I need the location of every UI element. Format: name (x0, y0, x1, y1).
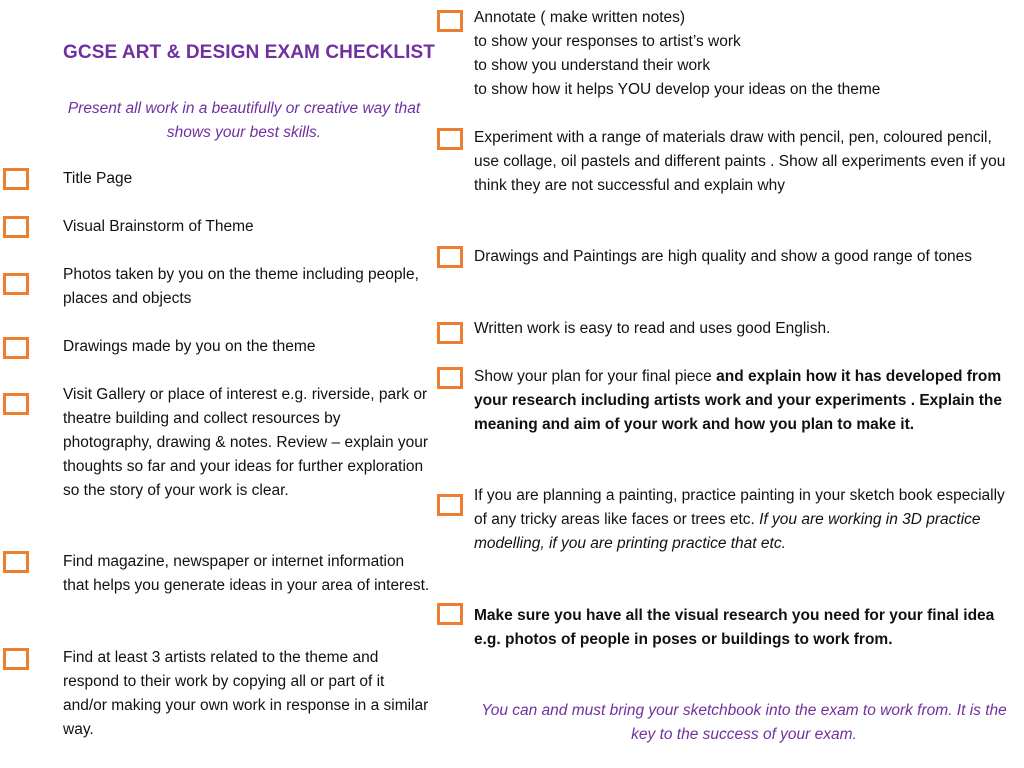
checkbox-title-page[interactable] (3, 168, 29, 190)
footer-note: You can and must bring your sketchbook into the exam to work from. It is the key to the success of your exam. (481, 702, 1007, 743)
right-item-practice-painting (474, 484, 1014, 556)
checkbox-practice-painting[interactable] (437, 494, 463, 516)
left-item-photos: Photos taken by you on the theme including people, places and objects (63, 266, 419, 307)
left-item-find-artists: Find at least 3 artists related to the theme and respond to their work by copying all or part of it and/or making your own work in response in a similar way. (63, 649, 429, 738)
checkbox-drawings[interactable] (3, 337, 29, 359)
checkbox-experiment[interactable] (437, 128, 463, 150)
left-item-find-magazine: Find magazine, newspaper or internet information that helps you generate ideas in your area of interest. (63, 553, 430, 594)
practice-painting-italic-text: If you are working in 3D practice modelling, if you are printing practice that etc. (474, 511, 981, 552)
right-item-annotate (474, 6, 1014, 102)
checkbox-drawings-paintings[interactable] (437, 246, 463, 268)
right-item-visual-research: Make sure you have all the visual research you need for your final idea e.g. photos of people in poses or buildings to work from. (474, 607, 995, 648)
left-item-visit-gallery: Visit Gallery or place of interest e.g. riverside, park or theatre building and collect resources by photography, drawing & notes. Review – explain your thoughts so far and your ideas for further exploration so the story of your work is clear. (63, 386, 429, 499)
annotate-line-4: to show how it helps YOU develop your ideas on the theme (474, 81, 881, 98)
checkbox-written-work[interactable] (437, 322, 463, 344)
page-title: GCSE ART & DESIGN EXAM CHECKLIST (63, 42, 435, 63)
page-subtitle: Present all work in a beautifully or creative way that shows your best skills. (67, 100, 421, 141)
checkbox-final-plan[interactable] (437, 367, 463, 389)
left-item-visual-brainstorm: Visual Brainstorm of Theme (63, 218, 254, 235)
annotate-line-1: Annotate ( make written notes) (474, 9, 686, 26)
checkbox-find-artists[interactable] (3, 648, 29, 670)
checkbox-annotate[interactable] (437, 10, 463, 32)
checkbox-visual-brainstorm[interactable] (3, 216, 29, 238)
right-item-written-work: Written work is easy to read and uses good English. (474, 320, 831, 337)
final-plan-bold-text: and explain how it has developed from your research including artists work and your experiments . Explain the meaning and aim of your work and how you plan to make it. (474, 368, 1003, 433)
practice-painting-normal-text: If you are planning a painting, practice painting in your sketch book especially of any tricky areas like faces or trees etc. (474, 487, 1005, 528)
annotate-line-2: to show your responses to artist’s work (474, 33, 741, 50)
checkbox-visit-gallery[interactable] (3, 393, 29, 415)
right-item-drawings-paintings: Drawings and Paintings are high quality and show a good range of tones (474, 248, 973, 265)
right-item-experiment: Experiment with a range of materials draw with pencil, pen, coloured pencil, use collage, oil pastels and different paints . Show all experiments even if you think they are not successful and explain why (474, 129, 1006, 194)
checkbox-photos[interactable] (3, 273, 29, 295)
checkbox-find-magazine[interactable] (3, 551, 29, 573)
left-item-drawings: Drawings made by you on the theme (63, 338, 316, 355)
right-item-final-plan (474, 365, 1014, 437)
final-plan-normal-text: Show your plan for your final piece (474, 368, 717, 385)
checkbox-visual-research[interactable] (437, 603, 463, 625)
annotate-line-3: to show you understand their work (474, 57, 711, 74)
left-item-title-page: Title Page (63, 170, 133, 187)
